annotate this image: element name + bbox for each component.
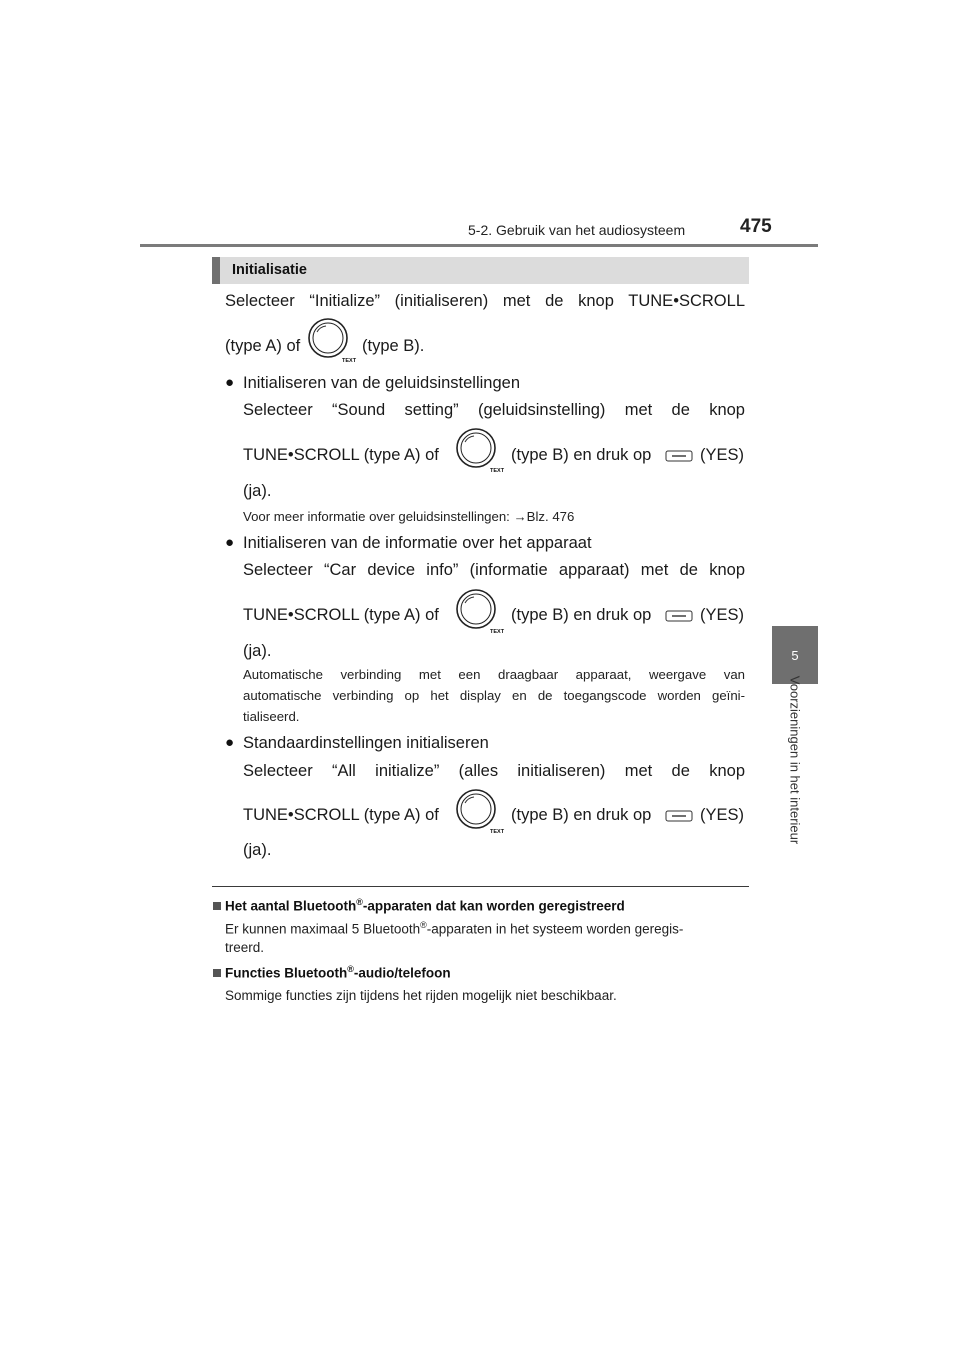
page-number: 475 — [740, 216, 772, 237]
item-title: Initialiseren van de informatie over het apparaat — [243, 534, 592, 552]
knob-text-label: TEXT — [490, 629, 505, 635]
note-title: Functies Bluetooth®-audio/telefoon — [225, 964, 451, 981]
yes-button-icon — [665, 449, 693, 467]
knob-text-label: TEXT — [342, 358, 357, 364]
bullet-icon: ● — [225, 534, 235, 551]
item-line-3: (ja). — [243, 482, 272, 500]
item-line-2a: TUNE•SCROLL (type A) of — [243, 606, 439, 624]
note-body-line: treerd. — [225, 940, 265, 955]
note-title: Het aantal Bluetooth®-apparaten dat kan worden geregistreerd — [225, 897, 625, 914]
item-note-line: tialiseerd. — [243, 709, 300, 724]
intro-line-2a: (type A) of — [225, 337, 301, 355]
section-heading: Initialisatie — [232, 262, 307, 278]
item-line-2c: (YES) — [700, 606, 745, 624]
item-line-3: (ja). — [243, 841, 272, 859]
tune-knob-icon — [456, 428, 505, 479]
note-body-line: Sommige functies zijn tijdens het rijden mogelijk niet beschikbaar. — [225, 988, 617, 1003]
intro-line-2b: (type B). — [362, 337, 425, 355]
item-line-2a: TUNE•SCROLL (type A) of — [243, 806, 439, 824]
note-body-line: Er kunnen maximaal 5 Bluetooth®-apparaten in het systeem worden geregis- — [225, 920, 684, 937]
bullet-icon: ● — [225, 734, 235, 751]
tune-knob-icon — [456, 589, 505, 640]
item-line-2b: (type B) en druk op — [511, 606, 652, 624]
item-line-2b: (type B) en druk op — [511, 446, 652, 464]
knob-text-label: TEXT — [490, 468, 505, 474]
item-line-2a: TUNE•SCROLL (type A) of — [243, 446, 439, 464]
item-line-3: (ja). — [243, 642, 272, 660]
item-title: Standaardinstellingen initialiseren — [243, 734, 489, 752]
bullet-icon: ● — [225, 374, 235, 391]
yes-button-icon — [665, 809, 693, 827]
item-line-1: Selecteer “All initialize” (alles initialiseren) met de knop — [243, 762, 745, 780]
item-note-line: automatische verbinding op het display en de toegangscode worden geïni- — [243, 688, 745, 703]
tune-knob-icon — [456, 789, 505, 840]
note-square-icon — [213, 902, 221, 910]
yes-button-icon — [665, 609, 693, 627]
chapter-number: 5 — [791, 647, 799, 663]
item-line-2c: (YES) — [700, 446, 745, 464]
item-line-2b: (type B) en druk op — [511, 806, 652, 824]
section-heading-bar — [212, 257, 749, 284]
item-line-1: Selecteer “Sound setting” (geluidsinstelling) met de knop — [243, 401, 745, 419]
note-square-icon — [213, 969, 221, 977]
header-divider — [140, 244, 818, 247]
item-note-line: Automatische verbinding met een draagbaar apparaat, weergave van — [243, 667, 745, 682]
chapter-label: Voorzieningen in het interieur — [787, 675, 803, 845]
item-line-1: Selecteer “Car device info” (informatie apparaat) met de knop — [243, 561, 745, 579]
intro-line-1: Selecteer “Initialize” (initialiseren) met de knop TUNE•SCROLL — [225, 292, 745, 310]
item-note-line: Voor meer informatie over geluidsinstellingen: →Blz. 476 — [243, 509, 575, 524]
running-header-section: 5-2. Gebruik van het audiosysteem — [468, 222, 686, 238]
tune-knob-icon — [308, 318, 357, 369]
item-line-2c: (YES) — [700, 806, 745, 824]
knob-text-label: TEXT — [490, 829, 505, 835]
item-title: Initialiseren van de geluidsinstellingen — [243, 374, 521, 392]
notes-divider — [212, 886, 749, 887]
